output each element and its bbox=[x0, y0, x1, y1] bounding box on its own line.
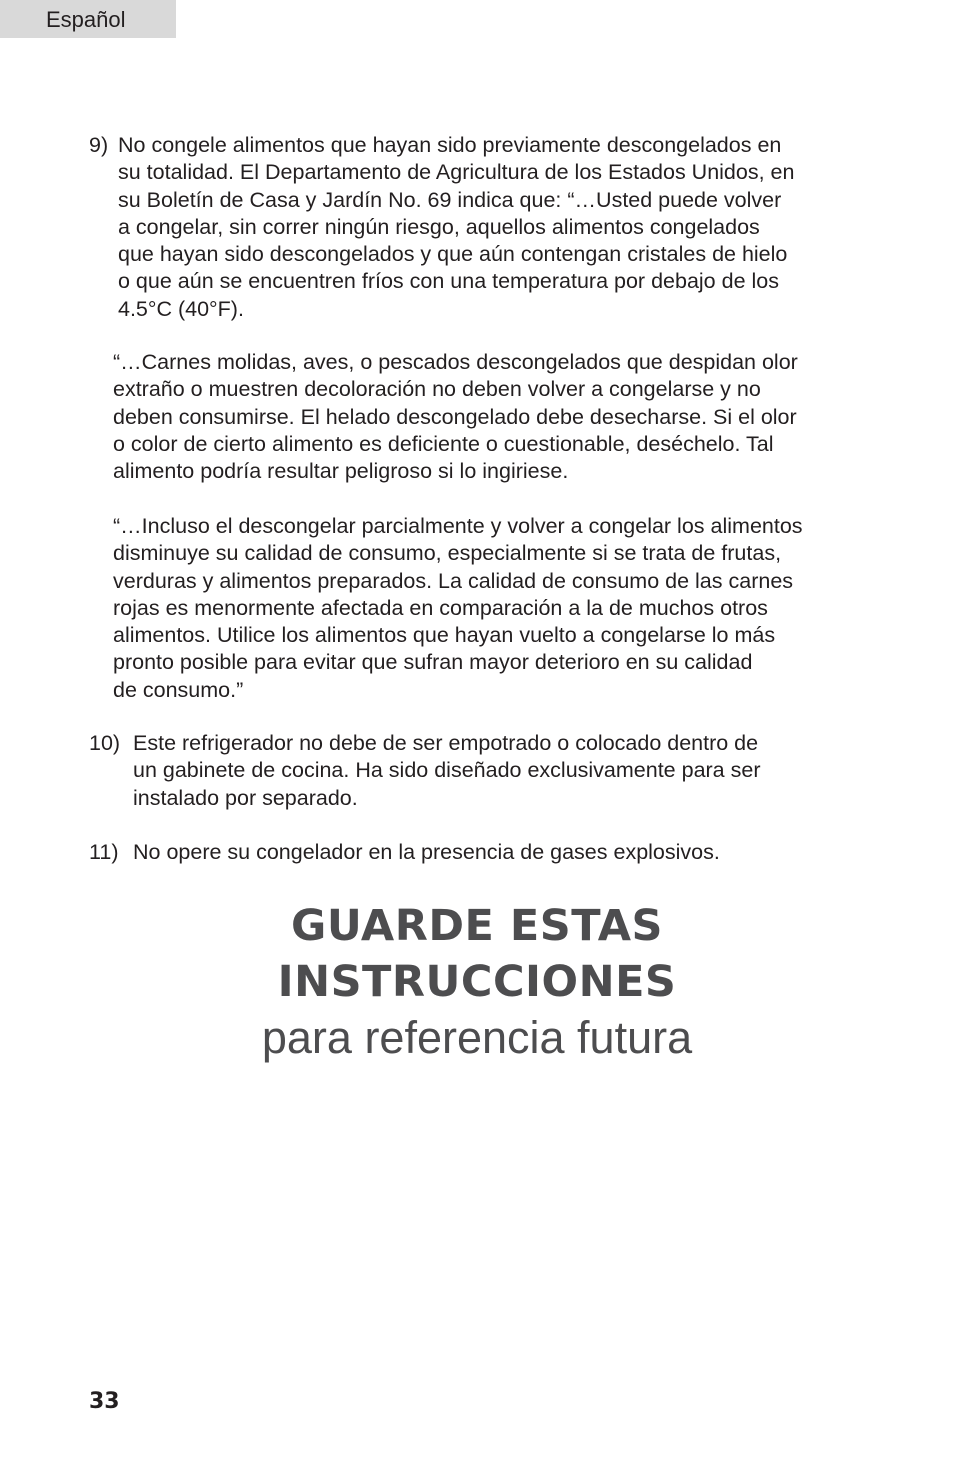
paragraph-line: Este refrigerador no debe de ser empotrado o colocado dentro de bbox=[133, 731, 759, 755]
heading-line-2: INSTRUCCIONES bbox=[277, 957, 677, 1007]
closing-heading bbox=[0, 898, 954, 1066]
paragraph-line: de consumo.” bbox=[113, 677, 244, 702]
paragraph-line: pronto posible para evitar que sufran mayor deterioro en su calidad bbox=[113, 650, 753, 675]
paragraph-line: “…Incluso el descongelar parcialmente y volver a congelar los alimentos bbox=[113, 514, 803, 538]
paragraph-line: No congele alimentos que hayan sido previamente descongelados en bbox=[118, 133, 782, 157]
paragraph-line: o que aún se encuentren fríos con una temperatura por debajo de los bbox=[118, 269, 779, 294]
paragraph-line: a congelar, sin correr ningún riesgo, aquellos alimentos congelados bbox=[118, 214, 760, 239]
language-label: Español bbox=[46, 7, 126, 32]
paragraph-line: “…Carnes molidas, aves, o pescados descongelados que despidan olor bbox=[113, 350, 798, 374]
paragraph-line: su totalidad. El Departamento de Agricultura de los Estados Unidos, en bbox=[118, 160, 795, 185]
paragraph-line: 4.5°C (40°F). bbox=[118, 296, 244, 321]
quote-paragraph-2 bbox=[113, 513, 803, 704]
item-number: 11) bbox=[89, 840, 119, 864]
paragraph-line: alimento podría resultar peligroso si lo ingiriese. bbox=[113, 459, 569, 484]
paragraph-line: instalado por separado. bbox=[133, 785, 358, 810]
heading-line-1: GUARDE ESTAS bbox=[291, 901, 663, 951]
quote-paragraph-1 bbox=[113, 349, 798, 485]
paragraph-line: o color de cierto alimento es deficiente o cuestionable, deséchelo. Tal bbox=[113, 431, 774, 456]
paragraph-line: verduras y alimentos preparados. La calidad de consumo de las carnes bbox=[113, 568, 794, 593]
paragraph-line: No opere su congelador en la presencia de gases explosivos. bbox=[133, 840, 720, 864]
paragraph-line: deben consumirse. El helado descongelado debe desecharse. Si el olor bbox=[113, 404, 797, 429]
paragraph-line: alimentos. Utilice los alimentos que hayan vuelto a congelarse lo más bbox=[113, 623, 776, 648]
item-number: 10) bbox=[89, 731, 121, 755]
paragraph-line: su Boletín de Casa y Jardín No. 69 indica que: “…Usted puede volver bbox=[118, 187, 782, 212]
paragraph-line: que hayan sido descongelados y que aún contengan cristales de hielo bbox=[118, 242, 788, 267]
language-tab bbox=[0, 0, 176, 38]
paragraph-line: un gabinete de cocina. Ha sido diseñado exclusivamente para ser bbox=[133, 758, 761, 783]
heading-subtitle: para referencia futura bbox=[261, 1012, 693, 1063]
item-number: 9) bbox=[89, 133, 109, 157]
paragraph-line: extraño o muestren decoloración no deben volver a congelarse y no bbox=[113, 377, 761, 402]
paragraph-line: rojas es menormente afectada en comparación a la de muchos otros bbox=[113, 595, 768, 620]
paragraph-line: disminuye su calidad de consumo, especialmente si se trata de frutas, bbox=[113, 541, 782, 566]
page-number: 33 bbox=[89, 1389, 120, 1414]
